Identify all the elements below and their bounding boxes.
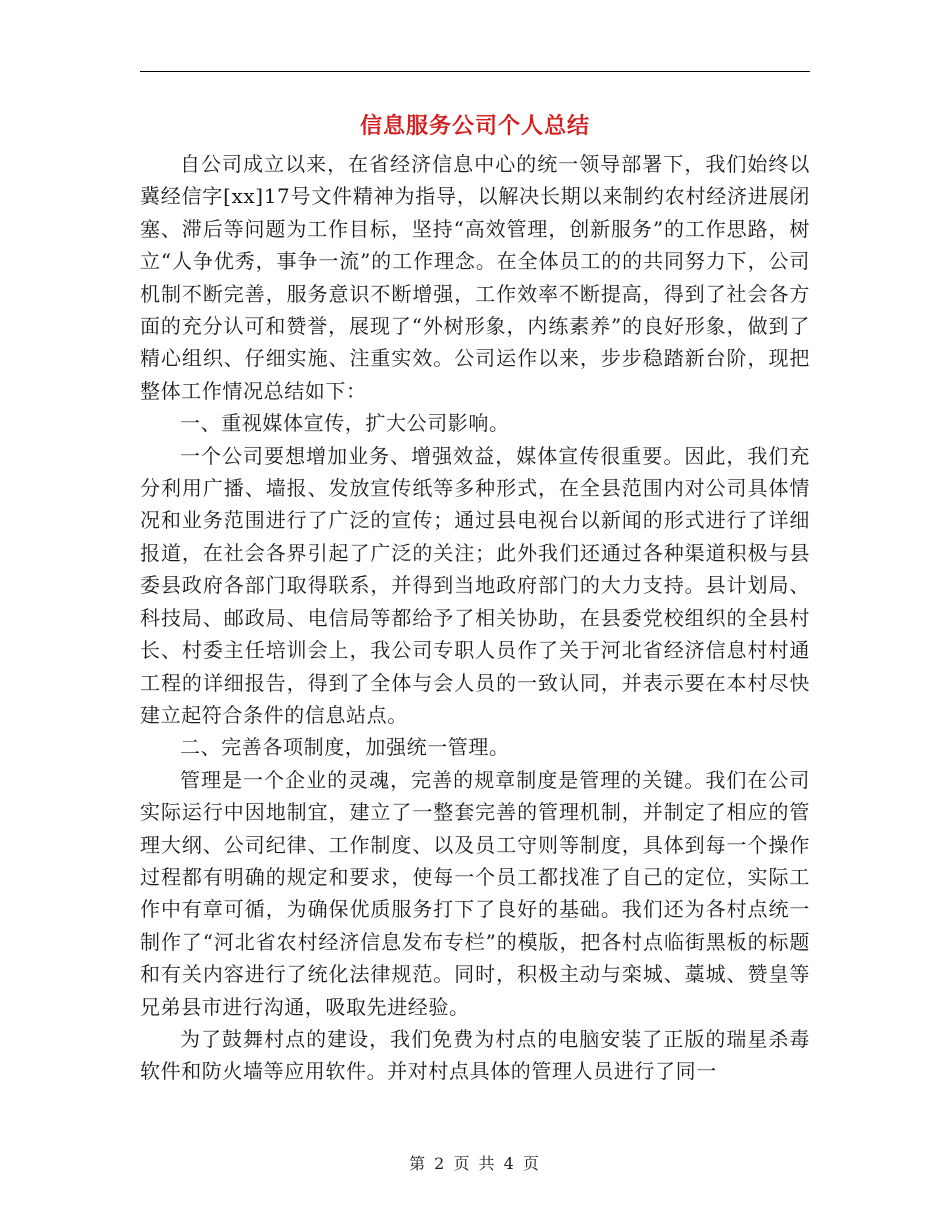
page-number: 第 2 页 共 4 页 — [409, 1154, 541, 1173]
paragraph-village-support: 为了鼓舞村点的建设，我们免费为村点的电脑安装了正版的瑞星杀毒软件和防火墙等应用软件。并对村点具体的管理人员进行了同一 — [140, 1026, 810, 1084]
section-heading-1: 一、重视媒体宣传，扩大公司影响。 — [180, 411, 510, 436]
section-heading-2: 二、完善各项制度，加强统一管理。 — [180, 735, 510, 760]
paragraph-intro: 自公司成立以来，在省经济信息中心的统一领导部署下，我们始终以冀经信字[xx]17号文件精神为指导，以解决长期以来制约农村经济进展闭塞、滞后等问题为工作目标，坚持“高效管理，创新服务”的工作思路，树立“人争优秀，事争一流”的工作理念。在全体员工的的共同努力下，公司机制不断完善，服务意识不断增强，工作效率不断提高，得到了社会各方面的充分认可和赞誉，展现了“外树形象，内练素养”的良好形象，做到了精心组织、仔细实施、注重实效。公司运作以来，步步稳踏新台阶，现把整体工作情况总结如下： — [140, 152, 810, 403]
paragraph-management: 管理是一个企业的灵魂，完善的规章制度是管理的关键。我们在公司实际运行中因地制宜，建立了一整套完善的管理机制，并制定了相应的管理大纲、公司纪律、工作制度、以及员工守则等制度，具体到每一个操作过程都有明确的规定和要求，使每一个员工都找准了自己的定位，实际工作中有章可循，为确保优质服务打下了良好的基础。我们还为各村点统一制作了“河北省农村经济信息发布专栏”的模版，把各村点临街黑板的标题和有关内容进行了统化法律规范。同时，积极主动与栾城、藁城、赞皇等兄弟县市进行沟通，吸取先进经验。 — [140, 767, 810, 1019]
paragraph-media: 一个公司要想增加业务、增强效益，媒体宣传很重要。因此，我们充分利用广播、墙报、发放宣传纸等多种形式，在全县范围内对公司具体情况和业务范围进行了广泛的宣传；通过县电视台以新闻的形式进行了详细报道，在社会各界引起了广泛的关注；此外我们还通过各种渠道积极与县委县政府各部门取得联系，并得到当地政府部门的大力支持。县计划局、科技局、邮政局、电信局等都给予了相关协助，在县委党校组织的全县村长、村委主任培训会上，我公司专职人员作了关于河北省经济信息村村通工程的详细报告，得到了全体与会人员的一致认同，并表示要在本村尽快建立起符合条件的信息站点。 — [140, 443, 810, 727]
document-title: 信息服务公司个人总结 — [359, 113, 590, 139]
document-body — [140, 148, 810, 1088]
header-rule — [140, 71, 810, 72]
